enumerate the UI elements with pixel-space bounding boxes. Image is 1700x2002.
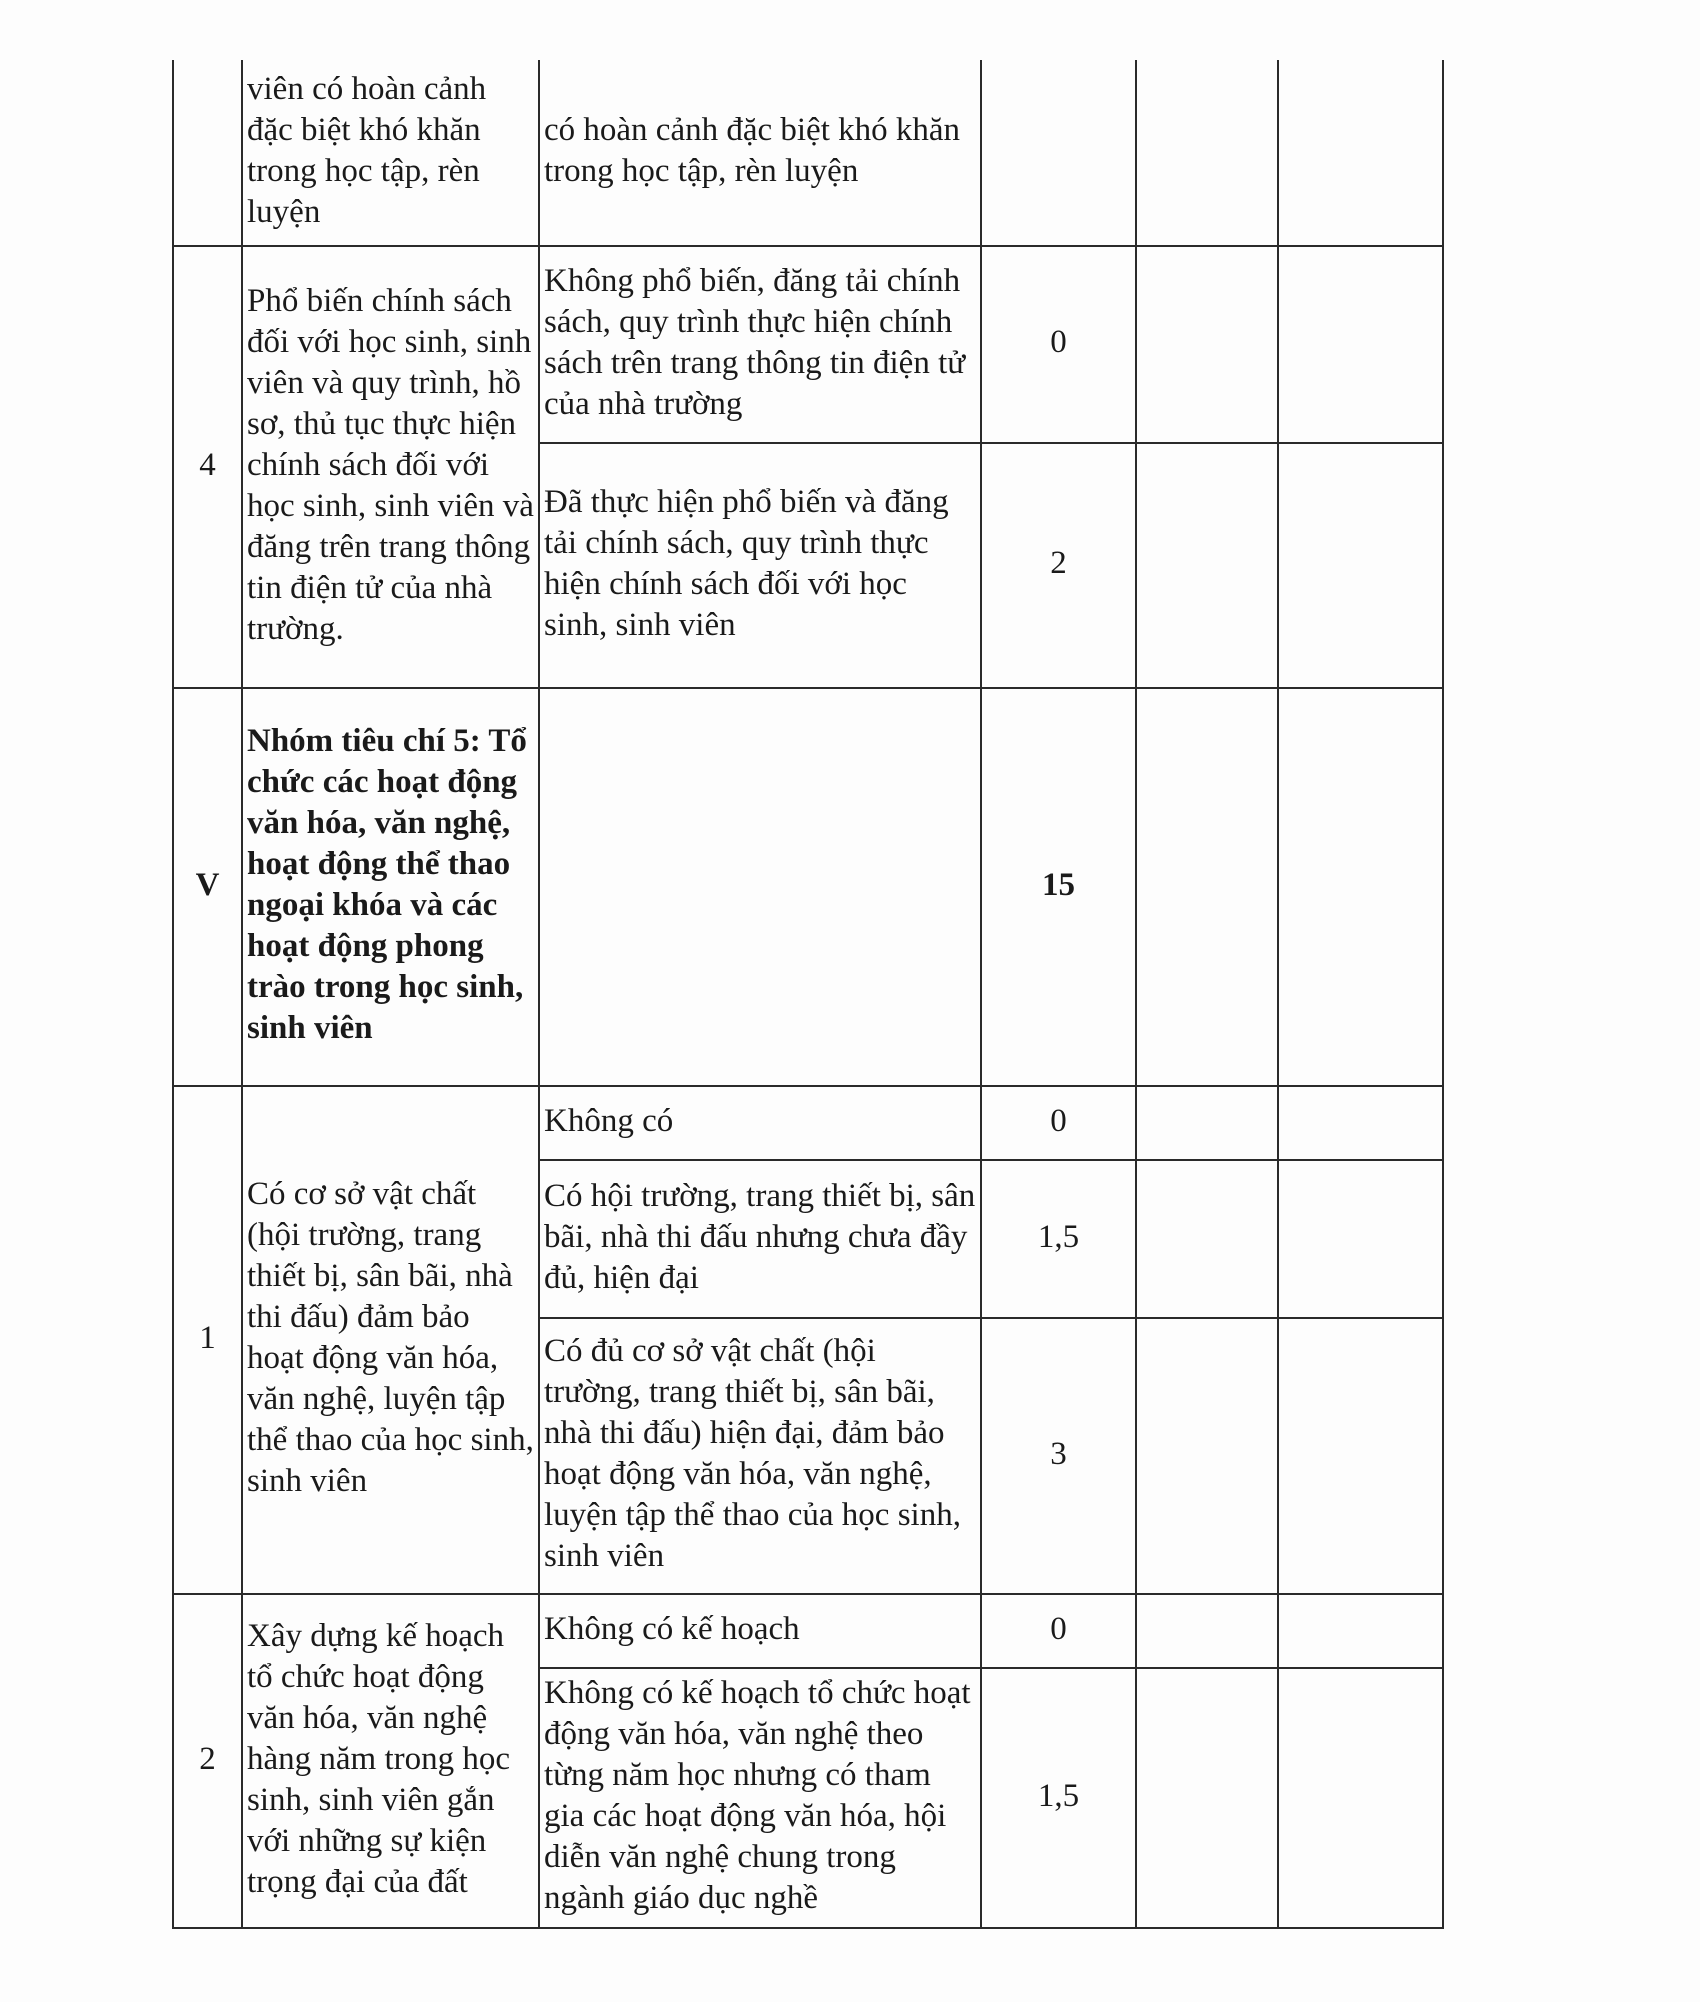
row-number-cell: [173, 60, 242, 246]
evaluation-cell: [1278, 60, 1443, 246]
score-cell: 3: [981, 1318, 1136, 1594]
self-assessment-cell: [1136, 1594, 1278, 1668]
group-title-cell: Nhóm tiêu chí 5: Tổ chức các hoạt động văn hóa, văn nghệ, hoạt động thể thao ngoại khóa và các hoạt động phong trào trong học sinh, sinh viên: [242, 688, 539, 1086]
self-assessment-cell: [1136, 1668, 1278, 1928]
row-number-cell: 2: [173, 1594, 242, 1928]
condition-cell: Đã thực hiện phổ biến và đăng tải chính sách, quy trình thực hiện chính sách đối với học sinh, sinh viên: [539, 443, 981, 688]
group-score-cell: 15: [981, 688, 1136, 1086]
row-number-cell: 1: [173, 1086, 242, 1594]
score-cell: 0: [981, 1594, 1136, 1668]
self-assessment-cell: [1136, 688, 1278, 1086]
evaluation-cell: [1278, 688, 1443, 1086]
score-cell: 2: [981, 443, 1136, 688]
evaluation-cell: [1278, 1318, 1443, 1594]
self-assessment-cell: [1136, 60, 1278, 246]
score-cell: 1,5: [981, 1160, 1136, 1318]
evaluation-cell: [1278, 1594, 1443, 1668]
evaluation-cell: [1278, 246, 1443, 443]
table-row: [173, 1086, 1443, 1160]
score-cell: 1,5: [981, 1668, 1136, 1928]
table-row: [173, 246, 1443, 443]
condition-cell: Không có kế hoạch: [539, 1594, 981, 1668]
self-assessment-cell: [1136, 1160, 1278, 1318]
score-cell: [981, 60, 1136, 246]
self-assessment-cell: [1136, 1086, 1278, 1160]
criterion-cell: Phổ biến chính sách đối với học sinh, sinh viên và quy trình, hồ sơ, thủ tục thực hiện chính sách đối với học sinh, sinh viên và đăng trên trang thông tin điện tử của nhà trường.: [242, 246, 539, 688]
evaluation-cell: [1278, 1086, 1443, 1160]
criterion-cell: Xây dựng kế hoạch tổ chức hoạt động văn hóa, văn nghệ hàng năm trong học sinh, sinh viên gắn với những sự kiện trọng đại của đất: [242, 1594, 539, 1928]
row-number-cell: 4: [173, 246, 242, 688]
condition-cell: Có đủ cơ sở vật chất (hội trường, trang thiết bị, sân bãi, nhà thi đấu) hiện đại, đảm bảo hoạt động văn hóa, văn nghệ, luyện tập thể thao của học sinh, sinh viên: [539, 1318, 981, 1594]
self-assessment-cell: [1136, 443, 1278, 688]
table-row: [173, 688, 1443, 1086]
criterion-cell: Có cơ sở vật chất (hội trường, trang thiết bị, sân bãi, nhà thi đấu) đảm bảo hoạt động văn hóa, văn nghệ, luyện tập thể thao của học sinh, sinh viên: [242, 1086, 539, 1594]
evaluation-cell: [1278, 443, 1443, 688]
condition-cell: [539, 688, 981, 1086]
group-number-cell: V: [173, 688, 242, 1086]
table-row: [173, 1594, 1443, 1668]
self-assessment-cell: [1136, 1318, 1278, 1594]
evaluation-cell: [1278, 1160, 1443, 1318]
self-assessment-cell: [1136, 246, 1278, 443]
criteria-table: [172, 60, 1444, 1929]
criterion-cell: viên có hoàn cảnh đặc biệt khó khăn trong học tập, rèn luyện: [242, 60, 539, 246]
score-cell: 0: [981, 246, 1136, 443]
condition-cell: Có hội trường, trang thiết bị, sân bãi, nhà thi đấu nhưng chưa đầy đủ, hiện đại: [539, 1160, 981, 1318]
condition-cell: Không có kế hoạch tổ chức hoạt động văn hóa, văn nghệ theo từng năm học nhưng có tham gia các hoạt động văn hóa, hội diễn văn nghệ chung trong ngành giáo dục nghề: [539, 1668, 981, 1928]
evaluation-cell: [1278, 1668, 1443, 1928]
table-row: [173, 60, 1443, 246]
condition-cell: Không phổ biến, đăng tải chính sách, quy trình thực hiện chính sách trên trang thông tin điện tử của nhà trường: [539, 246, 981, 443]
condition-cell: Không có: [539, 1086, 981, 1160]
condition-cell: có hoàn cảnh đặc biệt khó khăn trong học tập, rèn luyện: [539, 60, 981, 246]
score-cell: 0: [981, 1086, 1136, 1160]
